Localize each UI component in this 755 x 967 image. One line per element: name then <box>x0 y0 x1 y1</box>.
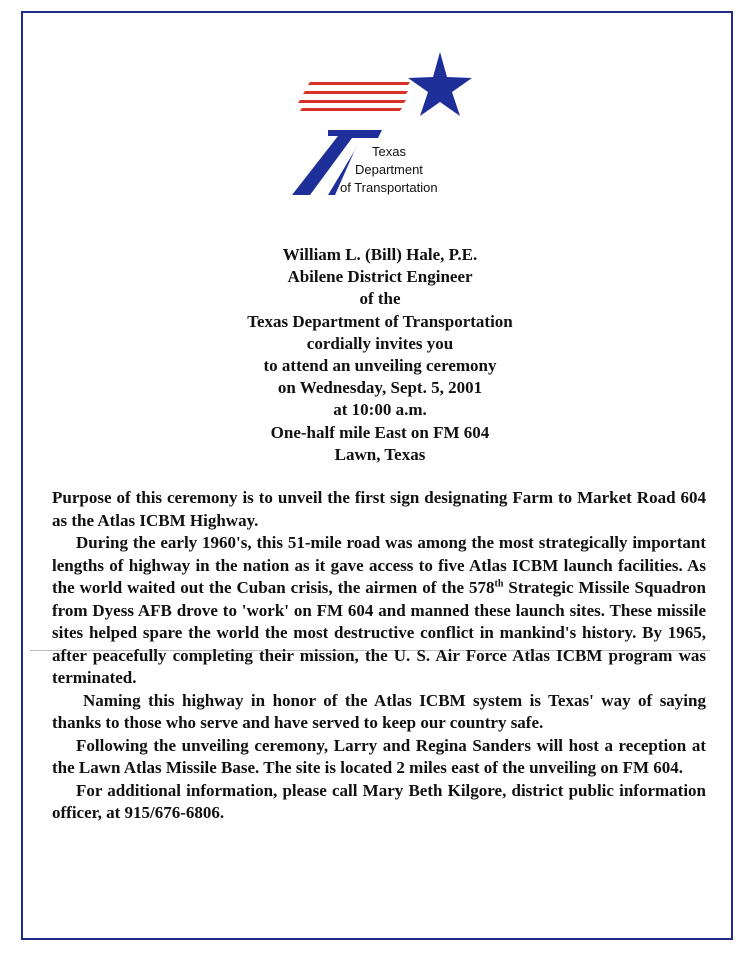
logo-line-texas: Texas <box>372 144 406 159</box>
header-line: on Wednesday, Sept. 5, 2001 <box>277 378 483 398</box>
header-line: Lawn, Texas <box>334 444 426 464</box>
invitation-header <box>80 244 680 466</box>
header-line: of the <box>359 289 401 309</box>
paragraph-history <box>52 532 706 690</box>
logo-line-department: Department <box>355 162 423 177</box>
paragraph-purpose: Purpose of this ceremony is to unveil the first sign designating Farm to Market Road 604 as the Atlas ICBM Highway. <box>52 488 706 530</box>
history-text-a: During the early 1960's, this 51-mile road was among the most strategically important lengths of highway in the nation as it gave access to five Atlas ICBM launch facilities. As the world waited out the Cuban crisis, the airmen of the 578 <box>52 533 706 597</box>
history-text-b: Strategic Missile Squadron from Dyess AFB drove to 'work' on FM 604 and manned these launch sites. These missile sites helped spare the world the most destructive conflict in mankind's history. By 1965, after peacefully completing their mission, the U. S. Air Force Atlas ICBM program was terminated. <box>52 578 706 687</box>
paragraph-contact: For additional information, please call Mary Beth Kilgore, district public information officer, at 915/676-6806. <box>52 780 706 822</box>
header-line: William L. (Bill) Hale, P.E. <box>282 245 478 264</box>
ordinal-suffix: th <box>494 578 504 590</box>
header-line: to attend an unveiling ceremony <box>263 356 497 376</box>
invitation-body <box>52 487 706 825</box>
scan-artifact-line <box>30 650 710 651</box>
header-line: at 10:00 a.m. <box>333 400 427 420</box>
header-line: Texas Department of Transportation <box>247 311 513 331</box>
paragraph-naming: Naming this highway in honor of the Atlas ICBM system is Texas' way of saying thanks to those who serve and have served to keep our country safe. <box>52 690 706 732</box>
logo-wordmark <box>335 143 438 197</box>
paragraph-reception: Following the unveiling ceremony, Larry and Regina Sanders will host a reception at the Lawn Atlas Missile Base. The site is located 2 miles east of the unveiling on FM 604. <box>52 735 706 777</box>
header-line: cordially invites you <box>306 333 454 353</box>
header-line: Abilene District Engineer <box>287 267 473 287</box>
logo-line-transportation: of Transportation <box>340 180 438 195</box>
header-line: One-half mile East on FM 604 <box>270 422 490 442</box>
